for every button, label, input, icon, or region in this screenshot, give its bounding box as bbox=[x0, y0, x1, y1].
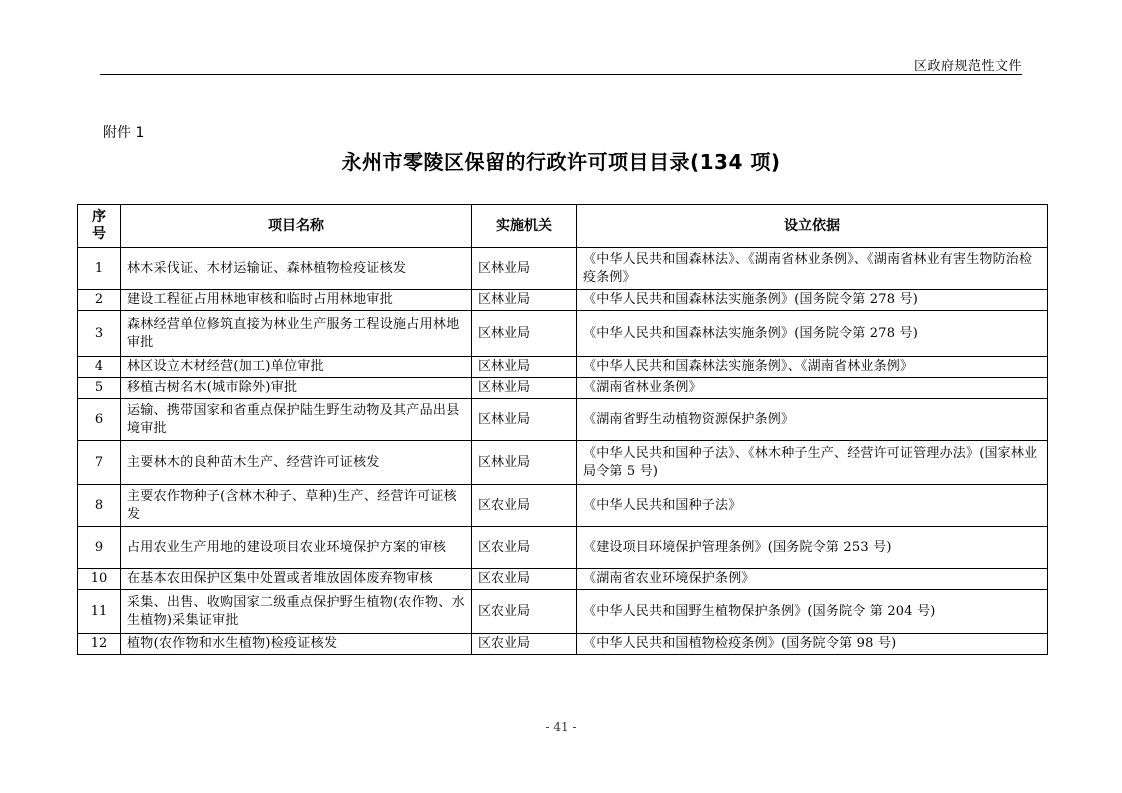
cell-basis: 《建设项目环境保护管理条例》(国务院令第 253 号) bbox=[577, 527, 1048, 569]
cell-agency: 区农业局 bbox=[472, 569, 577, 590]
table-row bbox=[78, 311, 1048, 357]
permit-table bbox=[77, 204, 1048, 655]
cell-seq: 10 bbox=[78, 569, 121, 590]
cell-name: 主要林木的良种苗木生产、经营许可证核发 bbox=[121, 441, 472, 485]
cell-agency: 区林业局 bbox=[472, 378, 577, 399]
document-type-label: 区政府规范性文件 bbox=[913, 59, 1022, 74]
cell-basis: 《中华人民共和国森林法实施条例》(国务院令第 278 号) bbox=[577, 290, 1048, 311]
cell-agency: 区林业局 bbox=[472, 441, 577, 485]
cell-basis: 《中华人民共和国野生植物保护条例》(国务院令 第 204 号) bbox=[577, 590, 1048, 634]
cell-basis: 《湖南省野生动植物资源保护条例》 bbox=[577, 399, 1048, 441]
cell-name: 建设工程征占用林地审核和临时占用林地审批 bbox=[121, 290, 472, 311]
cell-basis: 《中华人民共和国植物检疫条例》(国务院令第 98 号) bbox=[577, 634, 1048, 655]
table-row bbox=[78, 569, 1048, 590]
cell-basis: 《中华人民共和国种子法》 bbox=[577, 485, 1048, 527]
page-number: - 41 - bbox=[545, 720, 577, 734]
table-row bbox=[78, 399, 1048, 441]
cell-basis: 《中华人民共和国森林法实施条例》、《湖南省林业条例》 bbox=[577, 357, 1048, 378]
table-row bbox=[78, 527, 1048, 569]
table-row bbox=[78, 634, 1048, 655]
cell-agency: 区林业局 bbox=[472, 357, 577, 378]
table-header-row bbox=[78, 205, 1048, 248]
column-header-basis: 设立依据 bbox=[577, 205, 1048, 248]
table-row bbox=[78, 357, 1048, 378]
cell-name: 移植古树名木(城市除外)审批 bbox=[121, 378, 472, 399]
table-row bbox=[78, 290, 1048, 311]
cell-seq: 2 bbox=[78, 290, 121, 311]
cell-seq: 8 bbox=[78, 485, 121, 527]
cell-name: 采集、出售、收购国家二级重点保护野生植物(农作物、水生植物)采集证审批 bbox=[121, 590, 472, 634]
cell-agency: 区林业局 bbox=[472, 311, 577, 357]
cell-seq: 6 bbox=[78, 399, 121, 441]
column-header-seq-line2: 号 bbox=[92, 226, 106, 242]
page-title: 永州市零陵区保留的行政许可项目目录(134 项) bbox=[341, 150, 781, 174]
cell-agency: 区农业局 bbox=[472, 527, 577, 569]
column-header-agency: 实施机关 bbox=[472, 205, 577, 248]
cell-seq: 3 bbox=[78, 311, 121, 357]
cell-agency: 区林业局 bbox=[472, 248, 577, 290]
cell-seq: 7 bbox=[78, 441, 121, 485]
cell-name: 森林经营单位修筑直接为林业生产服务工程设施占用林地审批 bbox=[121, 311, 472, 357]
cell-basis: 《中华人民共和国种子法》、《林木种子生产、经营许可证管理办法》(国家林业局令第 5 号) bbox=[577, 441, 1048, 485]
header-divider bbox=[100, 74, 1022, 75]
cell-seq: 11 bbox=[78, 590, 121, 634]
cell-basis: 《湖南省农业环境保护条例》 bbox=[577, 569, 1048, 590]
cell-agency: 区农业局 bbox=[472, 590, 577, 634]
table-row bbox=[78, 485, 1048, 527]
cell-seq: 12 bbox=[78, 634, 121, 655]
column-header-seq-line1: 序 bbox=[92, 209, 106, 225]
cell-name: 主要农作物种子(含林木种子、草种)生产、经营许可证核发 bbox=[121, 485, 472, 527]
table-row bbox=[78, 248, 1048, 290]
cell-seq: 9 bbox=[78, 527, 121, 569]
table-row bbox=[78, 378, 1048, 399]
cell-basis: 《湖南省林业条例》 bbox=[577, 378, 1048, 399]
cell-basis: 《中华人民共和国森林法实施条例》(国务院令第 278 号) bbox=[577, 311, 1048, 357]
column-header-name: 项目名称 bbox=[121, 205, 472, 248]
cell-name: 林木采伐证、木材运输证、森林植物检疫证核发 bbox=[121, 248, 472, 290]
cell-seq: 4 bbox=[78, 357, 121, 378]
table-row bbox=[78, 590, 1048, 634]
cell-basis: 《中华人民共和国森林法》、《湖南省林业条例》、《湖南省林业有害生物防治检疫条例》 bbox=[577, 248, 1048, 290]
column-header-seq bbox=[78, 205, 121, 248]
table-row bbox=[78, 441, 1048, 485]
cell-agency: 区农业局 bbox=[472, 485, 577, 527]
cell-agency: 区林业局 bbox=[472, 399, 577, 441]
cell-name: 在基本农田保护区集中处置或者堆放固体废弃物审核 bbox=[121, 569, 472, 590]
cell-name: 占用农业生产用地的建设项目农业环境保护方案的审核 bbox=[121, 527, 472, 569]
cell-seq: 1 bbox=[78, 248, 121, 290]
cell-seq: 5 bbox=[78, 378, 121, 399]
cell-name: 林区设立木材经营(加工)单位审批 bbox=[121, 357, 472, 378]
cell-agency: 区林业局 bbox=[472, 290, 577, 311]
cell-name: 运输、携带国家和省重点保护陆生野生动物及其产品出县境审批 bbox=[121, 399, 472, 441]
attachment-label: 附件 1 bbox=[103, 125, 145, 141]
cell-agency: 区农业局 bbox=[472, 634, 577, 655]
cell-name: 植物(农作物和水生植物)检疫证核发 bbox=[121, 634, 472, 655]
